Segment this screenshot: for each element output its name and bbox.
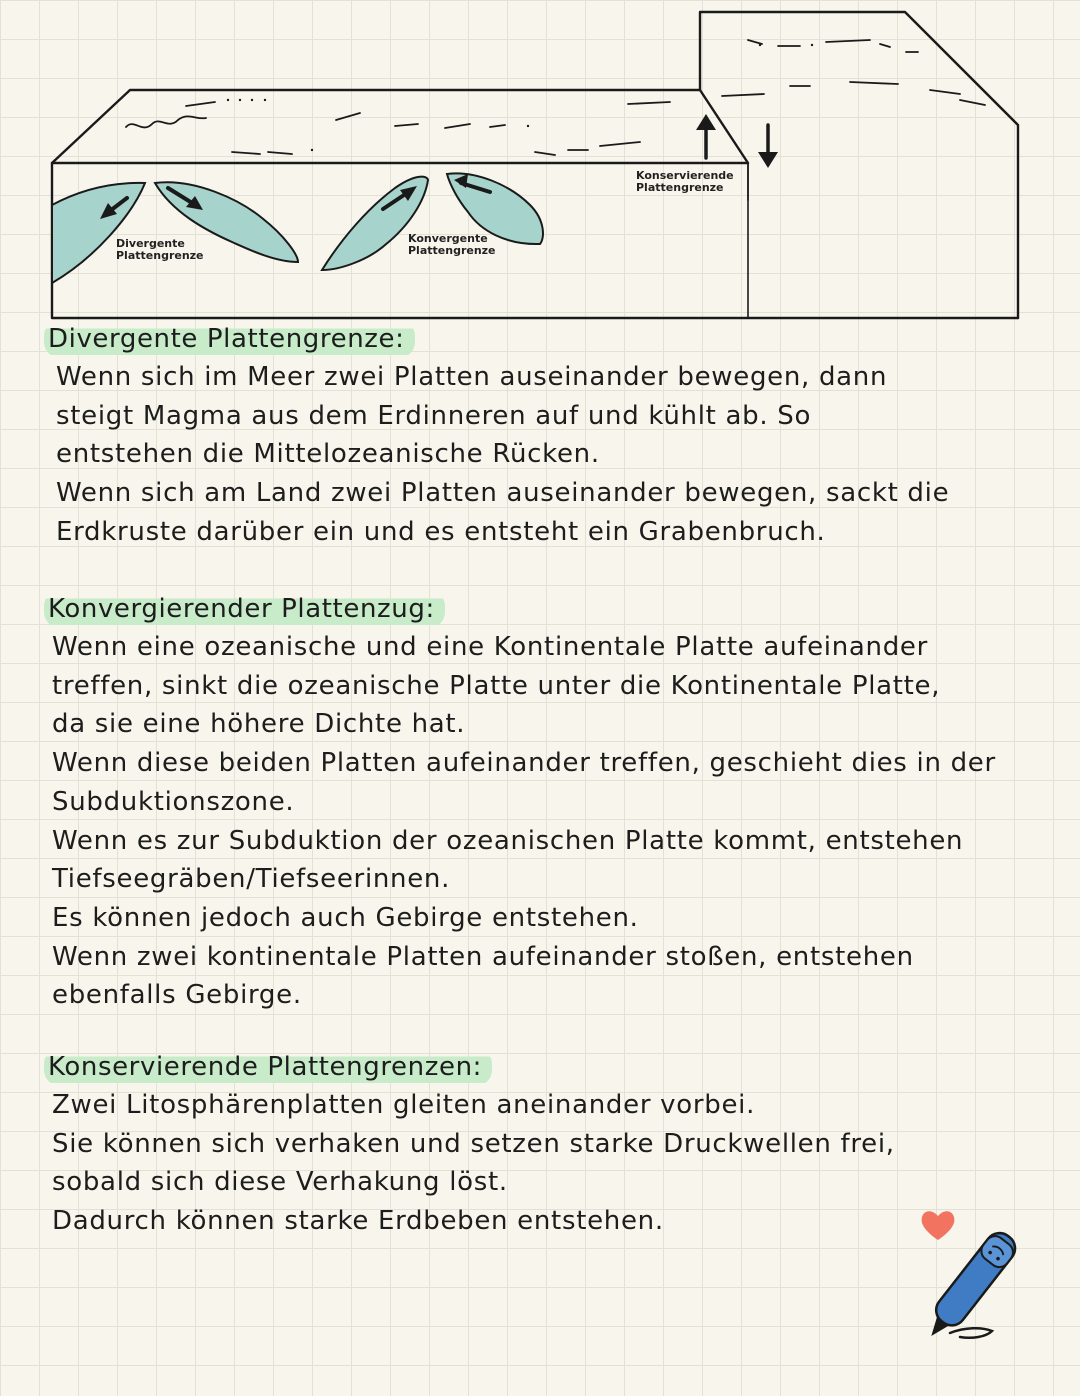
text-line: ebenfalls Gebirge. [52, 980, 302, 1011]
text-line: Subduktionszone. [52, 786, 295, 817]
text-line: Sie können sich verhaken und setzen starke Druckwellen frei, [52, 1128, 895, 1159]
text-line: Wenn zwei kontinentale Platten aufeinander stoßen, entstehen [52, 941, 914, 972]
text-line: Erdkruste darüber ein und es entsteht ein Grabenbruch. [56, 516, 826, 547]
text-line: Tiefseegräben/Tiefseerinnen. [52, 864, 451, 895]
text-line: Dadurch können starke Erdbeben entstehen. [52, 1206, 664, 1237]
section-convergent [48, 590, 1042, 1015]
up-arrow-head [696, 114, 716, 130]
heading-convergent: Konvergierender Plattenzug: [44, 590, 445, 628]
text-line: treffen, sinkt die ozeanische Platte unter die Kontinentale Platte, [52, 670, 941, 701]
label-divergent-boundary: Divergente Plattengrenze [116, 237, 204, 262]
text-line: Es können jedoch auch Gebirge entstehen. [52, 902, 639, 933]
left-block-outline [52, 90, 748, 163]
divergent-magma-left [52, 183, 145, 283]
heading-conservative: Konservierende Plattengrenzen: [44, 1048, 492, 1086]
down-arrow-head [758, 152, 778, 168]
heading-divergent: Divergente Plattengrenze: [44, 320, 415, 358]
text-line: Wenn diese beiden Platten aufeinander treffen, geschieht dies in der [52, 748, 996, 779]
section-divergent [48, 320, 1042, 552]
text-line: Wenn es zur Subduktion der ozeanischen Platte kommt, entstehen [52, 825, 964, 856]
plate-boundaries-diagram [0, 0, 1080, 330]
text-line: da sie eine höhere Dichte hat. [52, 709, 466, 740]
text-line: Zwei Litosphärenplatten gleiten aneinander vorbei. [52, 1090, 756, 1120]
pen-icon [920, 1215, 1030, 1345]
section-conservative [48, 1048, 1042, 1241]
text-line: Wenn sich am Land zwei Platten auseinander bewegen, sackt die [56, 478, 950, 509]
text-line: steigt Magma aus dem Erdinneren auf und kühlt ab. So [56, 400, 812, 431]
text-line: sobald sich diese Verhakung löst. [52, 1167, 508, 1198]
text-line: entstehen die Mittelozeanische Rücken. [56, 439, 600, 470]
text-line: Wenn sich im Meer zwei Platten auseinander bewegen, dann [56, 362, 888, 392]
text-line: Wenn eine ozeanische und eine Kontinentale Platte aufeinander [52, 632, 928, 662]
label-convergent-boundary: Konvergente Plattengrenze [408, 232, 496, 257]
label-conservative-boundary: Konservierende Plattengrenze [636, 169, 734, 194]
